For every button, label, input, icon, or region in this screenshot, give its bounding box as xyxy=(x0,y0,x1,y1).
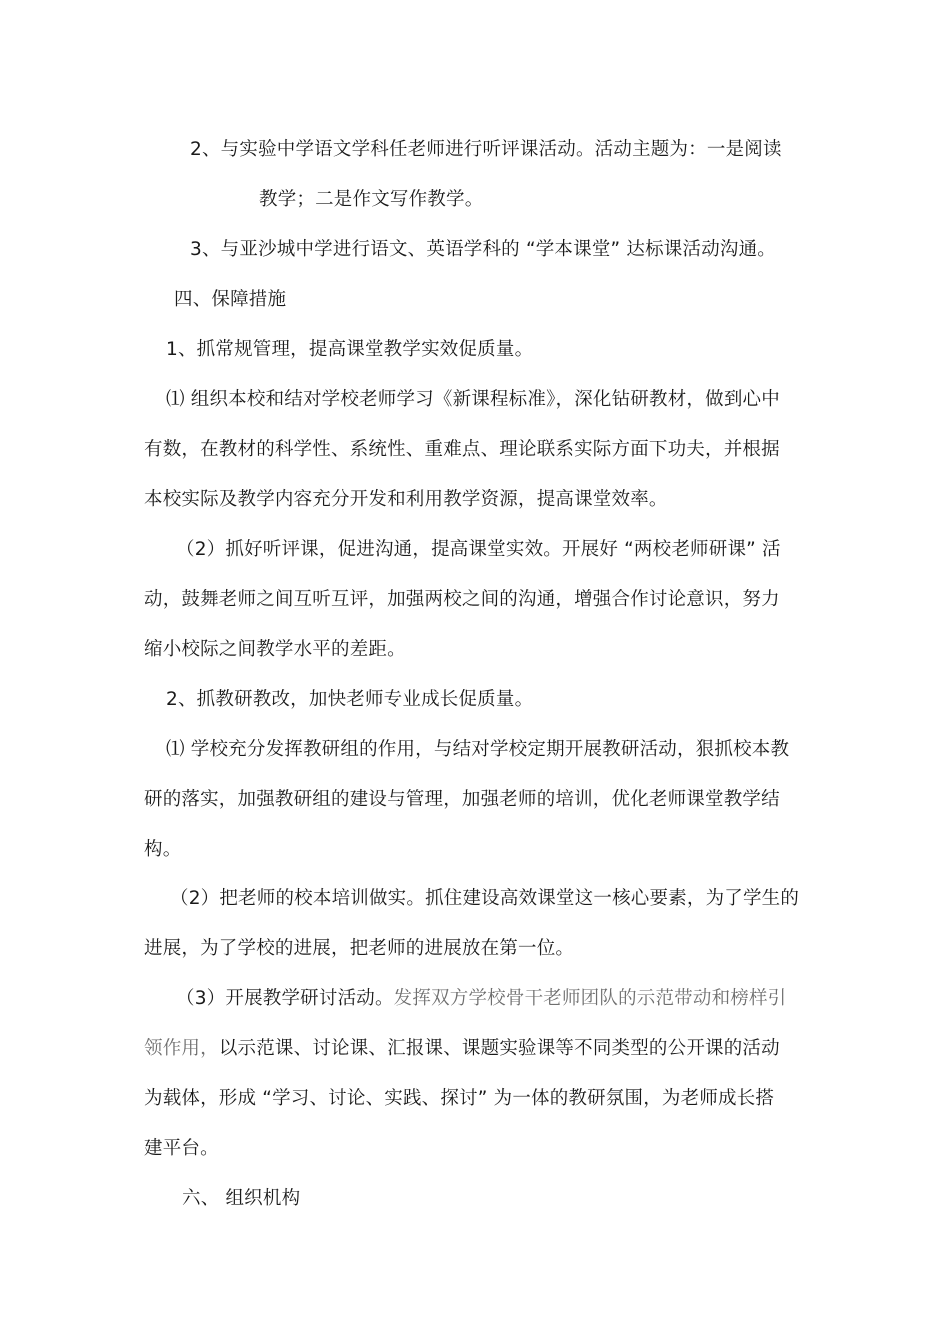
para3-lead: （3）开展教学研讨活动。 xyxy=(176,988,394,1009)
text-line: ⑴ 组织本校和结对学校老师学习《新课程标准》，深化钻研教材，做到心中 xyxy=(166,389,780,410)
para3-gray-text: 领作用， xyxy=(144,1038,219,1059)
text-line: 进展，为了学校的进展，把老师的进展放在第一位。 xyxy=(144,938,575,959)
text-line: 本校实际及教学内容充分开发和利用教学资源，提高课堂效率。 xyxy=(144,489,668,510)
text-line: 建平台。 xyxy=(144,1138,219,1159)
text-line xyxy=(176,986,786,1012)
text-line: 缩小校际之间教学水平的差距。 xyxy=(144,639,406,660)
text-line: 动，鼓舞老师之间互听互评，加强两校之间的沟通，增强合作讨论意识，努力 xyxy=(144,589,780,610)
text-line: 研的落实，加强教研组的建设与管理，加强老师的培训，优化老师课堂教学结 xyxy=(144,789,780,810)
para3-text: 以示范课、讨论课、汇报课、课题实验课等不同类型的公开课的活动 xyxy=(218,1038,780,1059)
text-line: ⑴ 学校充分发挥教研组的作用，与结对学校定期开展教研活动，狠抓校本教 xyxy=(166,739,790,760)
text-line: 3、与亚沙城中学进行语文、英语学科的 “学本课堂” 达标课活动沟通。 xyxy=(190,239,777,260)
text-line: （2）抓好听评课，促进沟通，提高课堂实效。开展好 “两校老师研课” 活 xyxy=(176,539,781,560)
text-line: 有数，在教材的科学性、系统性、重难点、理论联系实际方面下功夫，并根据 xyxy=(144,439,780,460)
subsection-heading: 1、抓常规管理，提高课堂教学实效促质量。 xyxy=(166,339,534,360)
section-heading: 六、 组织机构 xyxy=(182,1188,301,1209)
text-line xyxy=(144,1036,780,1062)
text-line: 构。 xyxy=(144,839,182,860)
text-line: 2、与实验中学语文学科任老师进行听评课活动。活动主题为：一是阅读 xyxy=(190,139,782,160)
text-line: （2）把老师的校本培训做实。抓住建设高效课堂这一核心要素，为了学生的 xyxy=(170,888,800,909)
section-heading: 四、保障措施 xyxy=(174,289,287,310)
subsection-heading: 2、抓教研教改，加快老师专业成长促质量。 xyxy=(166,689,534,710)
para3-gray-text: 发挥双方学校骨干老师团队的示范带动和榜样引 xyxy=(393,988,787,1009)
text-line: 教学；二是作文写作教学。 xyxy=(259,189,484,210)
text-line: 为载体，形成 “学习、讨论、实践、探讨” 为一体的教研氛围，为老师成长搭 xyxy=(144,1088,775,1109)
